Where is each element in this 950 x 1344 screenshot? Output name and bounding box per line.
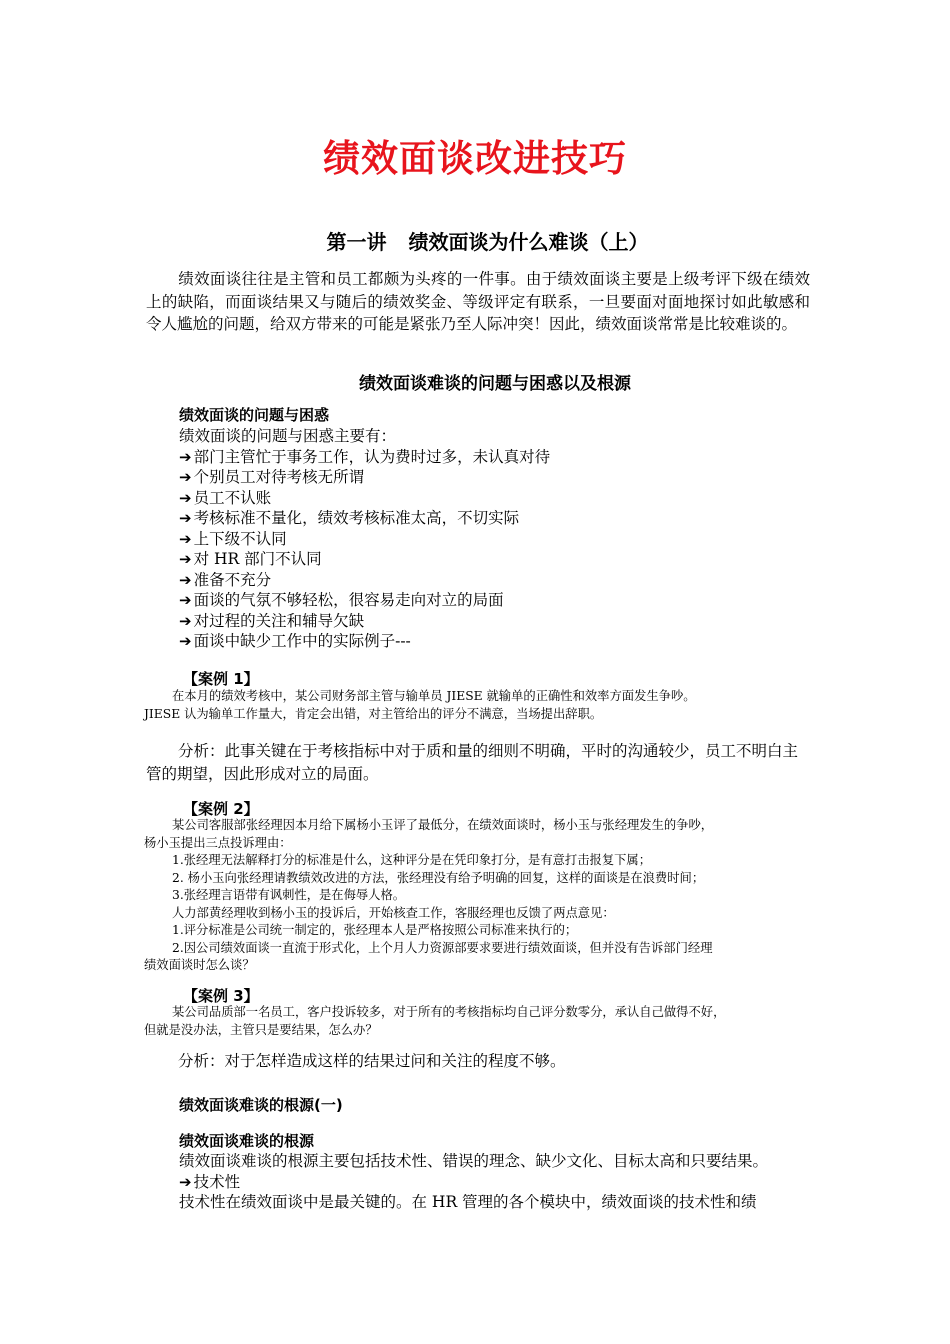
roots-last-line: 技术性在绩效面谈中是最关键的。在 HR 管理的各个模块中，绩效面谈的技术性和绩 (179, 1193, 757, 1211)
list-item: ➔ 考核标准不量化，绩效考核标准太高，不切实际 (179, 509, 520, 527)
roots-item: ➔ 技术性 (179, 1172, 241, 1191)
problems-section (179, 405, 550, 652)
arrow-icon: ➔ (179, 570, 192, 589)
arrow-icon: ➔ (179, 591, 192, 609)
list-item: ➔ 准备不充分 (179, 570, 272, 589)
lecture-heading (0, 226, 950, 255)
document-title: 绩效面谈改进技巧 (323, 137, 627, 180)
case2-line: 1.评分标准是公司统一制定的，张经理本人是严格按照公司标准来执行的； (172, 923, 578, 937)
roots-heading-2: 绩效面谈难谈的根源 (179, 1132, 315, 1150)
section-heading: 绩效面谈难谈的问题与困惑以及根源 (359, 374, 631, 394)
case1-body (144, 688, 824, 723)
case2-line: 杨小玉提出三点投诉理由： (144, 835, 292, 850)
case2-line: 人力部黄经理收到杨小玉的投诉后，开始核查工作，客服经理也反馈了两点意见： (172, 905, 615, 920)
case2-line: 2. 杨小玉向张经理请教绩效改进的方法，张经理没有给予明确的回复，这样的面谈是在浪费时间； (172, 870, 705, 885)
list-item: ➔ 面谈中缺少工作中的实际例子--- (179, 632, 411, 650)
case3-line: 某公司品质部一名员工，客户投诉较多，对于所有的考核指标均自己评分数零分，承认自己做得不好， (172, 1005, 726, 1019)
case1-line: JIESE 认为输单工作量大，肯定会出错，对主管给出的评分不满意，当场提出辞职。 (144, 706, 603, 721)
problems-list (179, 447, 550, 652)
list-item: ➔ 员工不认账 (179, 488, 272, 507)
list-item: ➔ 面谈的气氛不够轻松，很容易走向对立的局面 (179, 591, 504, 609)
case2-line: 2.因公司绩效面谈一直流于形式化，上个月人力资源部要求要进行绩效面谈，但并没有告诉部门经理 (172, 940, 713, 955)
case2-line: 某公司客服部张经理因本月给下属杨小玉评了最低分，在绩效面谈时，杨小玉与张经理发生的争吵， (172, 818, 714, 832)
intro-text: 绩效面谈往往是主管和员工都颇为头疼的一件事。由于绩效面谈主要是上级考评下级在绩效上的缺陷，而面谈结果又与随后的绩效奖金、等级评定有联系，一旦要面对面地探讨如此敏感和令人尴尬的问题，给双方带来的可能是紧张乃至人际冲突！因此，绩效面谈常常是比较难谈的。 (146, 270, 810, 333)
list-item: ➔ 个别员工对待考核无所谓 (179, 468, 365, 486)
arrow-icon: ➔ (179, 468, 192, 486)
roots-section (179, 1094, 343, 1115)
arrow-icon: ➔ (179, 488, 192, 507)
list-item: ➔ 上下级不认同 (179, 529, 287, 548)
case2-line: 3.张经理言语带有讽刺性，是在侮辱人格。 (172, 888, 406, 902)
arrow-icon: ➔ (179, 447, 192, 466)
roots-heading-1: 绩效面谈难谈的根源(一) (179, 1096, 343, 1114)
problems-lead: 绩效面谈的问题与困惑主要有： (179, 427, 397, 445)
case3-heading: 【案例 3】 (183, 987, 259, 1005)
lecture-number: 第一讲 (326, 230, 387, 254)
case1-heading: 【案例 1】 (183, 670, 259, 688)
arrow-icon: ➔ (179, 529, 192, 548)
case1-line: 在本月的绩效考核中，某公司财务部主管与输单员 JIESE 就输单的正确性和效率方面发生争吵。 (172, 689, 696, 703)
case2-line: 绩效面谈时怎么谈？ (144, 958, 255, 972)
arrow-icon: ➔ (179, 1172, 192, 1191)
roots-text: 绩效面谈难谈的根源主要包括技术性、错误的理念、缺少文化、目标太高和只要结果。 (179, 1152, 769, 1170)
list-item: ➔ 对过程的关注和辅导欠缺 (179, 611, 365, 630)
arrow-icon: ➔ (179, 611, 192, 630)
arrow-icon: ➔ (179, 509, 192, 527)
list-item: ➔ 部门主管忙于事务工作，认为费时过多，未认真对待 (179, 447, 551, 466)
case3-body (144, 1004, 824, 1039)
case2-heading: 【案例 2】 (183, 800, 259, 818)
case1-analysis: 分析：此事关键在于考核指标中对于质和量的细则不明确，平时的沟通较少，员工不明白主管的期望，因此形成对立的局面。 (146, 742, 799, 783)
roots-detail (179, 1132, 768, 1213)
case3-analysis: 分析：对于怎样造成这样的结果过问和关注的程度不够。 (178, 1052, 566, 1070)
list-item: ➔ 对 HR 部门不认同 (179, 550, 322, 568)
case3-line: 但就是没办法，主管只是要结果，怎么办？ (144, 1022, 378, 1037)
arrow-icon: ➔ (179, 632, 192, 650)
problems-heading: 绩效面谈的问题与困惑 (179, 406, 330, 424)
intro-paragraph (146, 268, 810, 336)
arrow-icon: ➔ (179, 550, 192, 568)
lecture-title: 绩效面谈为什么难谈（上） (408, 230, 649, 254)
case2-body (144, 817, 824, 975)
case2-line: 1.张经理无法解释打分的标准是什么，这种评分是在凭印象打分，是有意打击报复下属； (172, 853, 652, 867)
